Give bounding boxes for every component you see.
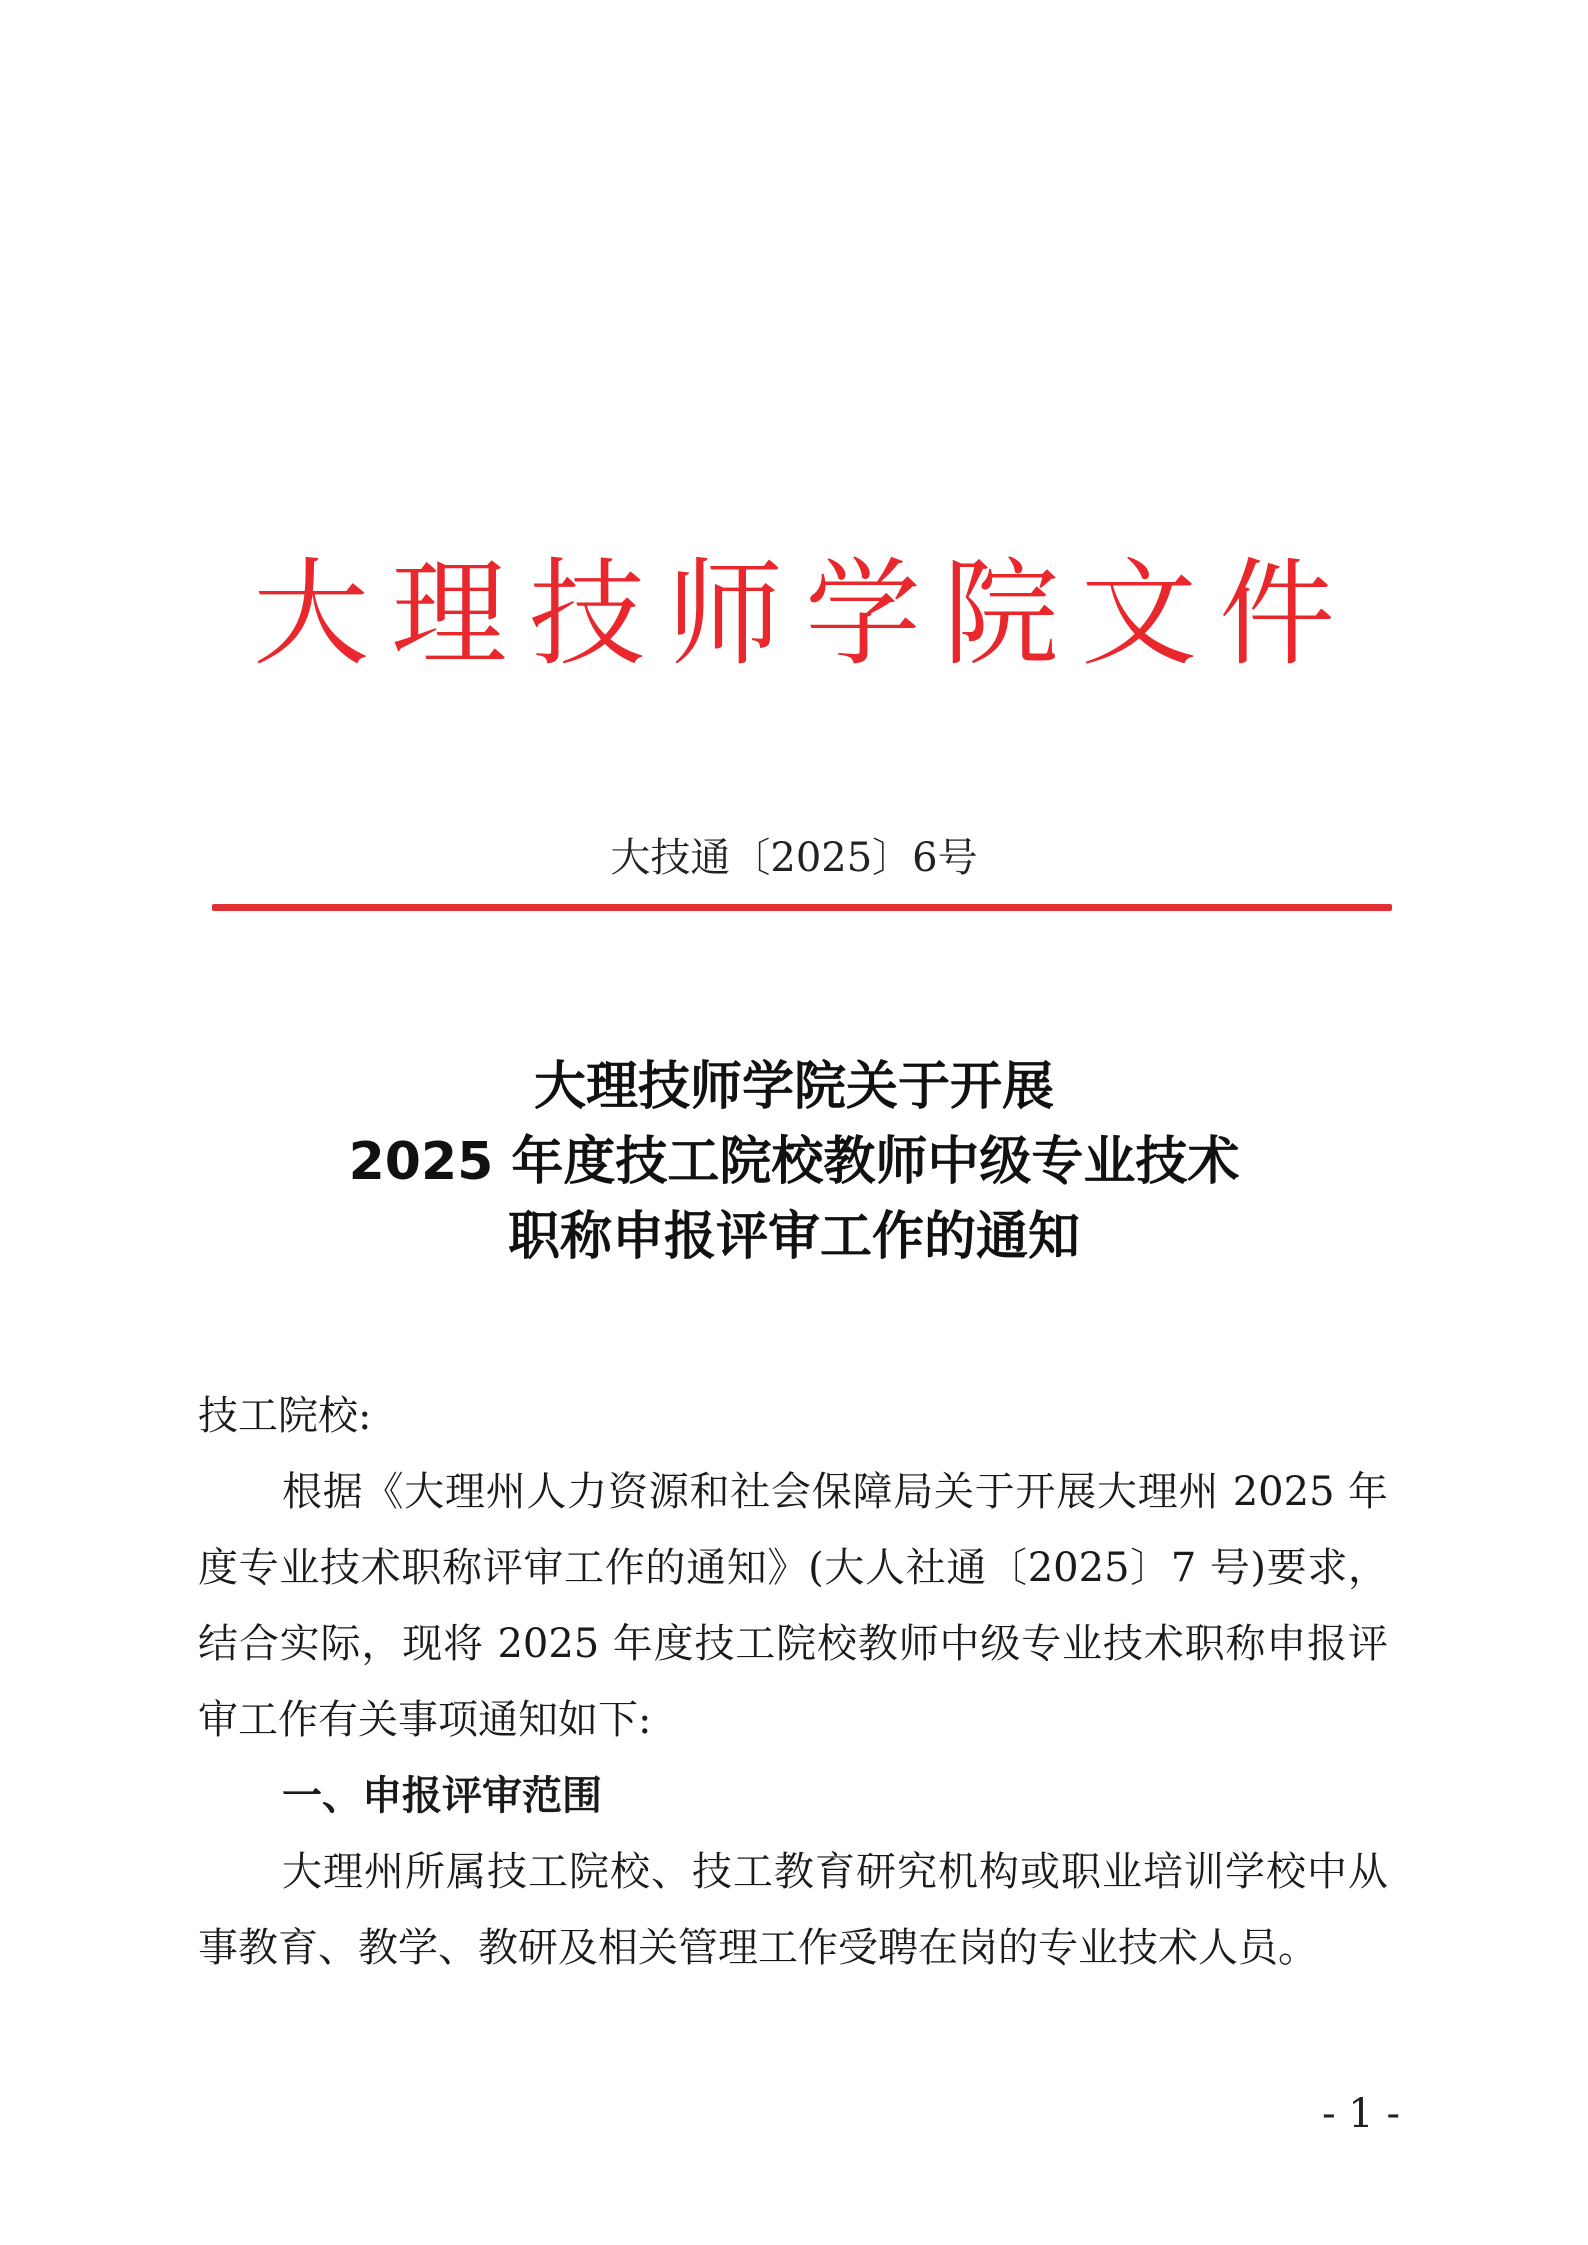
- section-1-heading: 一、申报评审范围: [282, 1773, 602, 1819]
- masthead-title: 大理技师学院文件: [253, 547, 1357, 682]
- notice-body: [198, 1378, 1388, 1986]
- red-divider-line: [212, 904, 1392, 911]
- title-line-1: 大理技师学院关于开展: [533, 1057, 1054, 1117]
- salutation: 技工院校:: [198, 1393, 372, 1439]
- document-number: 大技通〔2025〕6号: [610, 835, 978, 881]
- page-number: - 1 -: [1322, 2091, 1400, 2137]
- section-1-paragraph: 大理州所属技工院校、技工教育研究机构或职业培训学校中从事教育、教学、教研及相关管理工作受聘在岗的专业技术人员。: [198, 1849, 1388, 1971]
- title-line-3: 职称申报评审工作的通知: [507, 1207, 1080, 1267]
- intro-paragraph: 根据《大理州人力资源和社会保障局关于开展大理州 2025 年度专业技术职称评审工作的通知》(大人社通〔2025〕7 号)要求，结合实际，现将 2025 年度技工院校教师中级专业技术职称申报评审工作有关事项通知如下:: [198, 1469, 1388, 1743]
- notice-title: [0, 1050, 1588, 1275]
- title-line-2: 2025 年度技工院校教师中级专业技术: [348, 1132, 1240, 1192]
